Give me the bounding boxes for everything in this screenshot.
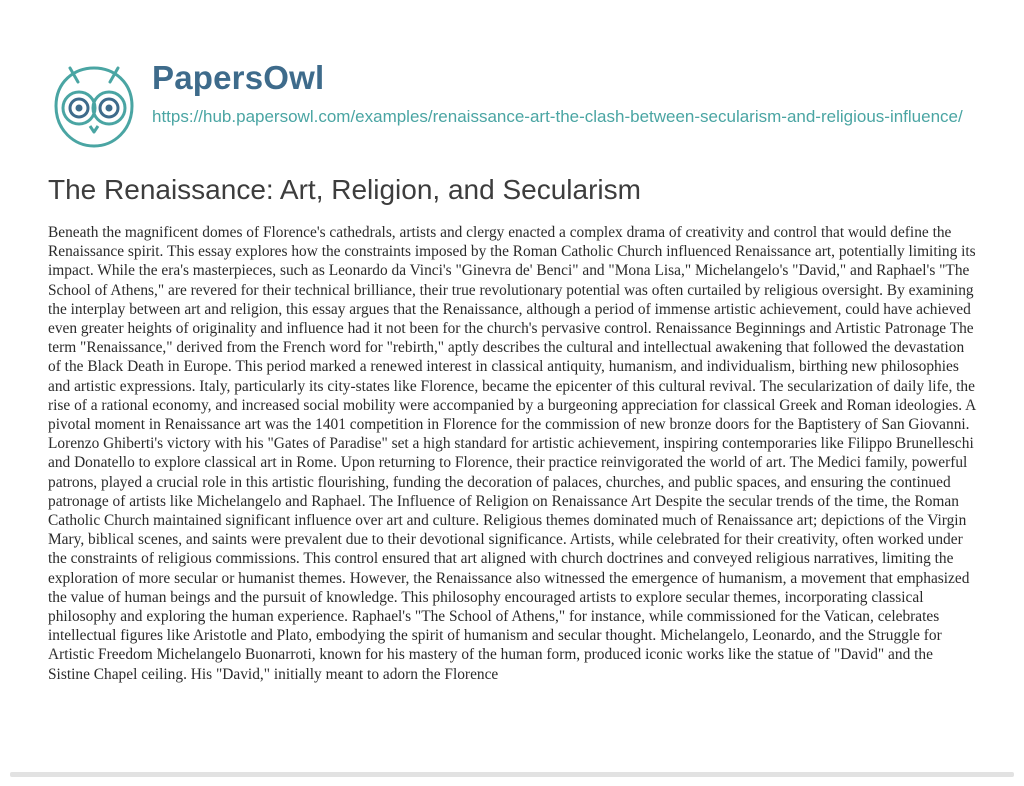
owl-eyes-icon — [48, 60, 140, 152]
article-body: Beneath the magnificent domes of Florence's cathedrals, artists and clergy enacted a complex drama of creativity and control that would define the Renaissance spirit. This essay explores how the constraints imposed by the Roman Catholic Church influenced Renaissance art, potentially limiting its impact. While the era's masterpieces, such as Leonardo da Vinci's "Ginevra de' Benci" and "Mona Lisa," Michelangelo's "David," and Raphael's "The School of Athens," are revered for their technical brilliance, their true revolutionary potential was often curtailed by religious oversight. By examining the interplay between art and religion, this essay argues that the Renaissance, although a period of immense artistic achievement, could have achieved even greater heights of originality and influence had it not been for the church's pervasive control. Renaissance Beginnings and Artistic Patronage The term "Renaissance," derived from the French word for "rebirth," aptly describes the cultural and intellectual awakening that followed the devastation of the Black Death in Europe. This period marked a renewed interest in classical antiquity, humanism, and individualism, birthing new philosophies and artistic expressions. Italy, particularly its city-states like Florence, became the epicenter of this cultural revival. The secularization of daily life, the rise of a rational economy, and increased social mobility were accompanied by a burgeoning appreciation for classical Greek and Roman ideologies. A pivotal moment in Renaissance art was the 1401 competition in Florence for the commission of new bronze doors for the Baptistery of San Giovanni. Lorenzo Ghiberti's victory with his "Gates of Paradise" set a high standard for artistic achievement, inspiring contemporaries like Filippo Brunelleschi and Donatello to explore classical art in Rome. Upon returning to Florence, their practice reinvigorated the world of art. The Medici family, powerful patrons, played a crucial role in this artistic flourishing, funding the decoration of palaces, churches, and public spaces, and ensuring the continued patronage of artists like Michelangelo and Raphael. The Influence of Religion on Renaissance Art Despite the secular trends of the time, the Roman Catholic Church maintained significant influence over art and culture. Religious themes dominated much of Renaissance art; depictions of the Virgin Mary, biblical scenes, and saints were prevalent due to their devotional significance. Artists, while celebrated for their creativity, often worked under the constraints of religious commissions. This control ensured that art aligned with church doctrines and conveyed religious narratives, limiting the exploration of more secular or humanist themes. However, the Renaissance also witnessed the emergence of humanism, a movement that emphasized the value of human beings and the pursuit of knowledge. This philosophy encouraged artists to explore secular themes, incorporating classical philosophy and exploring the human experience. Raphael's "The School of Athens," for instance, while commissioned for the Vatican, celebrates intellectual figures like Aristotle and Plato, embodying the spirit of humanism and secular thought. Michelangelo, Leonardo, and the Struggle for Artistic Freedom Michelangelo Buonarroti, known for his mastery of the human form, produced iconic works like the statue of "David" and the Sistine Chapel ceiling. His "David," initially meant to adorn the Florence — [48, 224, 976, 683]
source-url-link[interactable]: https://hub.papersowl.com/examples/renaissance-art-the-clash-between-secularism-and-religious-influence/ — [152, 107, 963, 126]
article-title: The Renaissance: Art, Religion, and Secularism — [48, 174, 641, 205]
bottom-divider — [10, 772, 1014, 777]
site-header — [48, 58, 988, 158]
brand-name: PapersOwl — [152, 59, 325, 96]
